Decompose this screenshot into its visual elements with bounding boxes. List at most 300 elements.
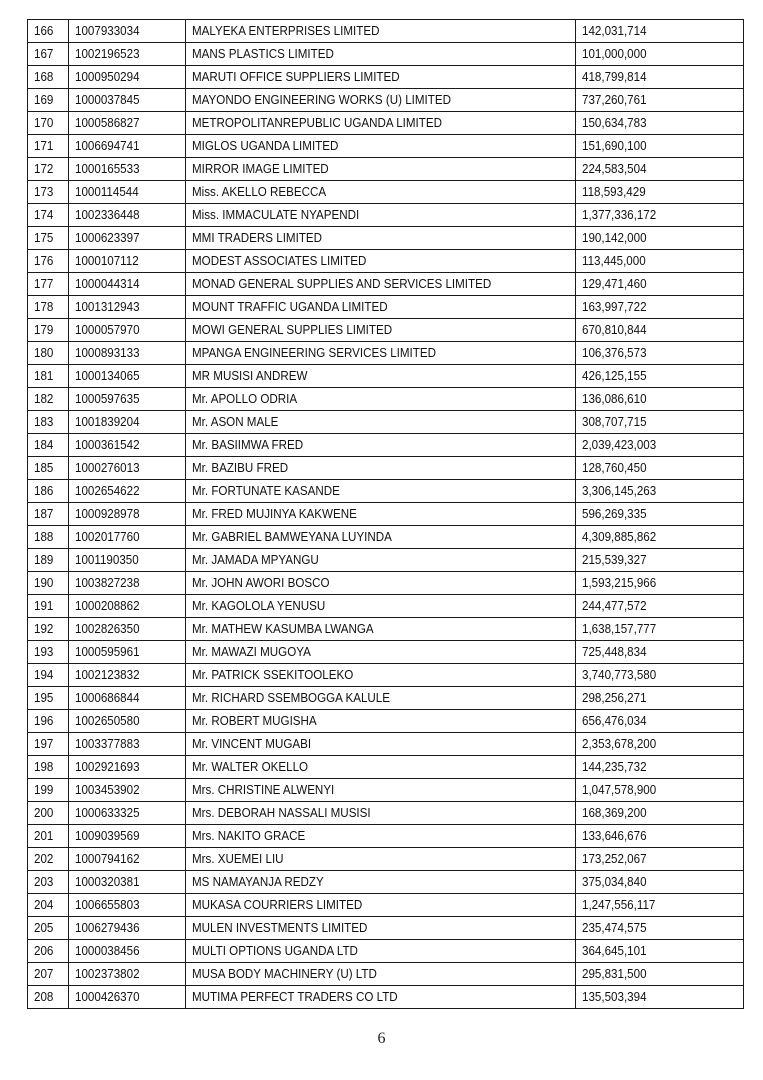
table-row — [28, 273, 744, 296]
name-cell-text: Mr. FORTUNATE KASANDE — [191, 483, 340, 498]
tin-cell-text: 1009039569 — [75, 828, 140, 843]
row-number-cell-text: 179 — [34, 322, 54, 337]
name-cell — [185, 411, 575, 434]
tin-cell-text: 1000057970 — [75, 322, 140, 337]
tin-cell-text: 1002650580 — [75, 713, 140, 728]
amount-cell — [576, 457, 744, 480]
tin-cell-text: 1002123832 — [75, 667, 140, 682]
tin-cell — [69, 595, 185, 618]
table-row — [28, 549, 744, 572]
amount-cell-text: 224,583,504 — [582, 161, 647, 176]
tin-cell — [69, 204, 185, 227]
name-cell-text: METROPOLITANREPUBLIC UGANDA LIMITED — [191, 115, 442, 130]
name-cell — [185, 342, 575, 365]
row-number-cell — [28, 204, 69, 227]
name-cell — [185, 595, 575, 618]
name-cell — [185, 112, 575, 135]
row-number-cell-text: 207 — [34, 966, 54, 981]
name-cell-text: MONAD GENERAL SUPPLIES AND SERVICES LIMITED — [191, 276, 491, 291]
row-number-cell — [28, 43, 69, 66]
row-number-cell-text: 184 — [34, 437, 54, 452]
tin-cell-text: 1000950294 — [75, 69, 140, 84]
name-cell-text: MAYONDO ENGINEERING WORKS (U) LIMITED — [191, 92, 451, 107]
row-number-cell — [28, 319, 69, 342]
table-row — [28, 342, 744, 365]
tin-cell — [69, 227, 185, 250]
row-number-cell — [28, 733, 69, 756]
table-row — [28, 986, 744, 1009]
table-row — [28, 641, 744, 664]
tin-cell-text: 1000107112 — [75, 253, 139, 268]
name-cell-text: Mr. GABRIEL BAMWEYANA LUYINDA — [191, 529, 392, 544]
row-number-cell — [28, 871, 69, 894]
amount-cell — [576, 365, 744, 388]
row-number-cell — [28, 963, 69, 986]
amount-cell-text: 151,690,100 — [582, 138, 647, 153]
tin-cell — [69, 940, 185, 963]
page-number: 6 — [377, 1030, 386, 1047]
amount-cell-text: 190,142,000 — [582, 230, 647, 245]
name-cell-text: Mr. BAZIBU FRED — [191, 460, 288, 475]
amount-cell-text: 129,471,460 — [582, 276, 647, 291]
row-number-cell-text: 202 — [34, 851, 54, 866]
row-number-cell-text: 204 — [34, 897, 54, 912]
amount-cell — [576, 250, 744, 273]
amount-cell-text: 135,503,394 — [582, 989, 647, 1004]
tin-cell-text: 1000165533 — [75, 161, 140, 176]
table-row — [28, 963, 744, 986]
name-cell — [185, 181, 575, 204]
amount-cell-text: 1,593,215,966 — [582, 575, 657, 590]
tin-cell — [69, 112, 185, 135]
amount-cell — [576, 388, 744, 411]
amount-cell — [576, 871, 744, 894]
tin-cell — [69, 848, 185, 871]
name-cell — [185, 158, 575, 181]
name-cell — [185, 250, 575, 273]
row-number-cell-text: 196 — [34, 713, 54, 728]
tin-cell — [69, 779, 185, 802]
amount-cell — [576, 273, 744, 296]
name-cell-text: MUTIMA PERFECT TRADERS CO LTD — [191, 989, 398, 1004]
name-cell-text: Mr. APOLLO ODRIA — [191, 391, 297, 406]
amount-cell — [576, 848, 744, 871]
table-row — [28, 710, 744, 733]
name-cell-text: Mr. FRED MUJINYA KAKWENE — [191, 506, 357, 521]
tin-cell — [69, 572, 185, 595]
row-number-cell-text: 187 — [34, 506, 54, 521]
tin-cell — [69, 181, 185, 204]
row-number-cell — [28, 710, 69, 733]
name-cell — [185, 388, 575, 411]
name-cell — [185, 825, 575, 848]
row-number-cell — [28, 457, 69, 480]
name-cell — [185, 986, 575, 1009]
name-cell-text: Mr. MAWAZI MUGOYA — [191, 644, 311, 659]
row-number-cell — [28, 825, 69, 848]
row-number-cell — [28, 526, 69, 549]
name-cell-text: Miss. AKELLO REBECCA — [191, 184, 326, 199]
amount-cell — [576, 319, 744, 342]
amount-cell-text: 168,369,200 — [582, 805, 647, 820]
row-number-cell-text: 190 — [34, 575, 54, 590]
amount-cell-text: 737,260,761 — [582, 92, 647, 107]
row-number-cell-text: 174 — [34, 207, 54, 222]
row-number-cell-text: 195 — [34, 690, 54, 705]
tin-cell — [69, 664, 185, 687]
table-row — [28, 480, 744, 503]
row-number-cell-text: 188 — [34, 529, 54, 544]
row-number-cell-text: 203 — [34, 874, 54, 889]
name-cell-text: Mrs. XUEMEI LIU — [191, 851, 284, 866]
tin-cell-text: 1000794162 — [75, 851, 140, 866]
name-cell-text: MS NAMAYANJA REDZY — [191, 874, 324, 889]
row-number-cell — [28, 802, 69, 825]
row-number-cell — [28, 434, 69, 457]
tin-cell — [69, 618, 185, 641]
row-number-cell-text: 183 — [34, 414, 54, 429]
table-row — [28, 365, 744, 388]
row-number-cell — [28, 227, 69, 250]
tin-cell — [69, 296, 185, 319]
tin-cell-text: 1006279436 — [75, 920, 140, 935]
tin-cell-text: 1000037845 — [75, 92, 140, 107]
row-number-cell — [28, 480, 69, 503]
amount-cell — [576, 733, 744, 756]
name-cell — [185, 434, 575, 457]
name-cell-text: MIGLOS UGANDA LIMITED — [191, 138, 338, 153]
name-cell-text: MANS PLASTICS LIMITED — [191, 46, 334, 61]
name-cell-text: MR MUSISI ANDREW — [191, 368, 308, 383]
name-cell-text: Mr. KAGOLOLA YENUSU — [191, 598, 325, 613]
tin-cell — [69, 89, 185, 112]
name-cell-text: Mr. JOHN AWORI BOSCO — [191, 575, 330, 590]
row-number-cell-text: 208 — [34, 989, 54, 1004]
row-number-cell-text: 185 — [34, 460, 54, 475]
row-number-cell-text: 173 — [34, 184, 54, 199]
row-number-cell-text: 192 — [34, 621, 54, 636]
tin-cell — [69, 526, 185, 549]
row-number-cell — [28, 112, 69, 135]
row-number-cell — [28, 641, 69, 664]
table-row — [28, 894, 744, 917]
table-row — [28, 503, 744, 526]
row-number-cell — [28, 986, 69, 1009]
amount-cell — [576, 687, 744, 710]
row-number-cell — [28, 618, 69, 641]
tin-cell-text: 1000633325 — [75, 805, 140, 820]
name-cell-text: MMI TRADERS LIMITED — [191, 230, 322, 245]
amount-cell-text: 364,645,101 — [582, 943, 647, 958]
tin-cell-text: 1000426370 — [75, 989, 140, 1004]
amount-cell — [576, 756, 744, 779]
amount-cell — [576, 66, 744, 89]
tin-cell-text: 1002921693 — [75, 759, 140, 774]
name-cell-text: MODEST ASSOCIATES LIMITED — [191, 253, 366, 268]
amount-cell-text: 670,810,844 — [582, 322, 647, 337]
amount-cell — [576, 434, 744, 457]
name-cell-text: MPANGA ENGINEERING SERVICES LIMITED — [191, 345, 436, 360]
tin-cell — [69, 411, 185, 434]
amount-cell — [576, 549, 744, 572]
tin-cell — [69, 756, 185, 779]
tin-cell-text: 1000361542 — [75, 437, 140, 452]
table-row — [28, 802, 744, 825]
amount-cell-text: 4,309,885,862 — [582, 529, 657, 544]
row-number-cell-text: 199 — [34, 782, 54, 797]
name-cell — [185, 480, 575, 503]
table-row — [28, 181, 744, 204]
row-number-cell-text: 176 — [34, 253, 54, 268]
name-cell — [185, 43, 575, 66]
row-number-cell — [28, 365, 69, 388]
amount-cell-text: 295,831,500 — [582, 966, 647, 981]
row-number-cell — [28, 66, 69, 89]
row-number-cell — [28, 296, 69, 319]
tin-cell-text: 1003377883 — [75, 736, 140, 751]
table-row — [28, 848, 744, 871]
tin-cell-text: 1003827238 — [75, 575, 140, 590]
tin-cell-text: 1000686844 — [75, 690, 140, 705]
name-cell — [185, 894, 575, 917]
tin-cell-text: 1002017760 — [75, 529, 140, 544]
name-cell-text: MUSA BODY MACHINERY (U) LTD — [191, 966, 377, 981]
row-number-cell-text: 193 — [34, 644, 54, 659]
table-row — [28, 296, 744, 319]
name-cell — [185, 503, 575, 526]
name-cell — [185, 526, 575, 549]
name-cell — [185, 66, 575, 89]
table-row — [28, 227, 744, 250]
row-number-cell — [28, 940, 69, 963]
name-cell — [185, 733, 575, 756]
tin-cell-text: 1000208862 — [75, 598, 140, 613]
tin-cell — [69, 963, 185, 986]
name-cell — [185, 940, 575, 963]
tin-cell — [69, 641, 185, 664]
name-cell — [185, 664, 575, 687]
row-number-cell-text: 168 — [34, 69, 54, 84]
table-row — [28, 250, 744, 273]
table-row — [28, 66, 744, 89]
row-number-cell-text: 177 — [34, 276, 54, 291]
table-row — [28, 434, 744, 457]
name-cell — [185, 296, 575, 319]
tin-cell — [69, 733, 185, 756]
amount-cell-text: 725,448,834 — [582, 644, 647, 659]
table-row — [28, 158, 744, 181]
amount-cell-text: 1,047,578,900 — [582, 782, 657, 797]
row-number-cell-text: 186 — [34, 483, 54, 498]
tin-cell — [69, 825, 185, 848]
name-cell-text: Miss. IMMACULATE NYAPENDI — [191, 207, 359, 222]
tin-cell-text: 1002373802 — [75, 966, 140, 981]
name-cell-text: MULTI OPTIONS UGANDA LTD — [191, 943, 358, 958]
name-cell-text: Mr. MATHEW KASUMBA LWANGA — [191, 621, 374, 636]
name-cell — [185, 572, 575, 595]
tin-cell-text: 1006655803 — [75, 897, 140, 912]
tin-cell-text: 1000114544 — [75, 184, 139, 199]
row-number-cell-text: 198 — [34, 759, 54, 774]
row-number-cell-text: 180 — [34, 345, 54, 360]
amount-cell — [576, 825, 744, 848]
row-number-cell — [28, 388, 69, 411]
amount-cell — [576, 43, 744, 66]
amount-cell — [576, 181, 744, 204]
tin-cell-text: 1000044314 — [75, 276, 140, 291]
amount-cell-text: 173,252,067 — [582, 851, 647, 866]
name-cell-text: Mrs. CHRISTINE ALWENYI — [191, 782, 334, 797]
row-number-cell-text: 181 — [34, 368, 54, 383]
name-cell-text: Mr. BASIIMWA FRED — [191, 437, 303, 452]
name-cell-text: MIRROR IMAGE LIMITED — [191, 161, 329, 176]
tin-cell-text: 1000623397 — [75, 230, 140, 245]
table-row — [28, 319, 744, 342]
table-row — [28, 572, 744, 595]
tin-cell — [69, 457, 185, 480]
amount-cell-text: 418,799,814 — [582, 69, 647, 84]
tin-cell-text: 1000038456 — [75, 943, 140, 958]
amount-cell — [576, 940, 744, 963]
row-number-cell-text: 178 — [34, 299, 54, 314]
amount-cell-text: 142,031,714 — [582, 23, 647, 38]
amount-cell-text: 101,000,000 — [582, 46, 647, 61]
amount-cell — [576, 802, 744, 825]
name-cell — [185, 687, 575, 710]
amount-cell — [576, 342, 744, 365]
name-cell-text: Mr. RICHARD SSEMBOGGA KALULE — [191, 690, 390, 705]
row-number-cell — [28, 687, 69, 710]
row-number-cell-text: 201 — [34, 828, 54, 843]
amount-cell-text: 1,247,556,117 — [582, 897, 656, 912]
name-cell — [185, 917, 575, 940]
name-cell — [185, 89, 575, 112]
tin-cell — [69, 687, 185, 710]
name-cell-text: MARUTI OFFICE SUPPLIERS LIMITED — [191, 69, 400, 84]
amount-cell-text: 113,445,000 — [582, 253, 646, 268]
table-row — [28, 595, 744, 618]
row-number-cell — [28, 664, 69, 687]
table-row — [28, 779, 744, 802]
tin-cell-text: 1007933034 — [75, 23, 140, 38]
tin-cell — [69, 986, 185, 1009]
row-number-cell — [28, 135, 69, 158]
amount-cell — [576, 963, 744, 986]
table-row — [28, 618, 744, 641]
row-number-cell-text: 191 — [34, 598, 54, 613]
amount-cell-text: 215,539,327 — [582, 552, 647, 567]
amount-cell-text: 308,707,715 — [582, 414, 647, 429]
name-cell — [185, 871, 575, 894]
name-cell — [185, 779, 575, 802]
name-cell-text: MULEN INVESTMENTS LIMITED — [191, 920, 368, 935]
row-number-cell — [28, 158, 69, 181]
tin-cell-text: 1000276013 — [75, 460, 140, 475]
amount-cell — [576, 480, 744, 503]
amount-cell — [576, 503, 744, 526]
table-row — [28, 457, 744, 480]
name-cell — [185, 756, 575, 779]
tin-cell — [69, 802, 185, 825]
tin-cell-text: 1001190350 — [75, 552, 139, 567]
name-cell — [185, 549, 575, 572]
row-number-cell-text: 189 — [34, 552, 54, 567]
tin-cell — [69, 710, 185, 733]
amount-cell — [576, 595, 744, 618]
amount-cell-text: 150,634,783 — [582, 115, 647, 130]
row-number-cell — [28, 503, 69, 526]
table-row — [28, 526, 744, 549]
tin-cell — [69, 917, 185, 940]
amount-cell — [576, 411, 744, 434]
amount-cell — [576, 20, 744, 43]
name-cell-text: Mr. WALTER OKELLO — [191, 759, 308, 774]
amount-cell — [576, 572, 744, 595]
row-number-cell-text: 172 — [34, 161, 54, 176]
tin-cell-text: 1000893133 — [75, 345, 140, 360]
row-number-cell — [28, 89, 69, 112]
tin-cell-text: 1006694741 — [75, 138, 140, 153]
amount-cell — [576, 664, 744, 687]
tin-cell-text: 1000134065 — [75, 368, 140, 383]
table-row — [28, 89, 744, 112]
amount-cell — [576, 296, 744, 319]
row-number-cell-text: 194 — [34, 667, 54, 682]
row-number-cell — [28, 342, 69, 365]
name-cell-text: MUKASA COURRIERS LIMITED — [191, 897, 362, 912]
amount-cell — [576, 526, 744, 549]
amount-cell-text: 235,474,575 — [582, 920, 647, 935]
amount-cell — [576, 618, 744, 641]
table-row — [28, 135, 744, 158]
amount-cell — [576, 779, 744, 802]
row-number-cell-text: 166 — [34, 23, 54, 38]
row-number-cell — [28, 549, 69, 572]
name-cell — [185, 641, 575, 664]
row-number-cell — [28, 411, 69, 434]
amount-cell — [576, 710, 744, 733]
name-cell — [185, 365, 575, 388]
amount-cell-text: 2,039,423,003 — [582, 437, 657, 452]
amount-cell — [576, 112, 744, 135]
name-cell — [185, 20, 575, 43]
tin-cell — [69, 20, 185, 43]
amount-cell-text: 3,740,773,580 — [582, 667, 657, 682]
tin-cell — [69, 549, 185, 572]
amount-cell-text: 3,306,145,263 — [582, 483, 657, 498]
name-cell-text: Mr. ASON MALE — [191, 414, 279, 429]
records-table — [27, 19, 744, 1009]
tin-cell — [69, 342, 185, 365]
amount-cell-text: 2,353,678,200 — [582, 736, 657, 751]
tin-cell-text: 1001839204 — [75, 414, 140, 429]
tin-cell — [69, 503, 185, 526]
table-row — [28, 756, 744, 779]
name-cell — [185, 848, 575, 871]
name-cell — [185, 227, 575, 250]
row-number-cell — [28, 894, 69, 917]
row-number-cell — [28, 250, 69, 273]
tin-cell — [69, 43, 185, 66]
row-number-cell — [28, 917, 69, 940]
table-row — [28, 871, 744, 894]
table-row — [28, 733, 744, 756]
tin-cell-text: 1000320381 — [75, 874, 140, 889]
amount-cell-text: 596,269,335 — [582, 506, 647, 521]
name-cell — [185, 802, 575, 825]
amount-cell — [576, 227, 744, 250]
amount-cell-text: 244,477,572 — [582, 598, 647, 613]
